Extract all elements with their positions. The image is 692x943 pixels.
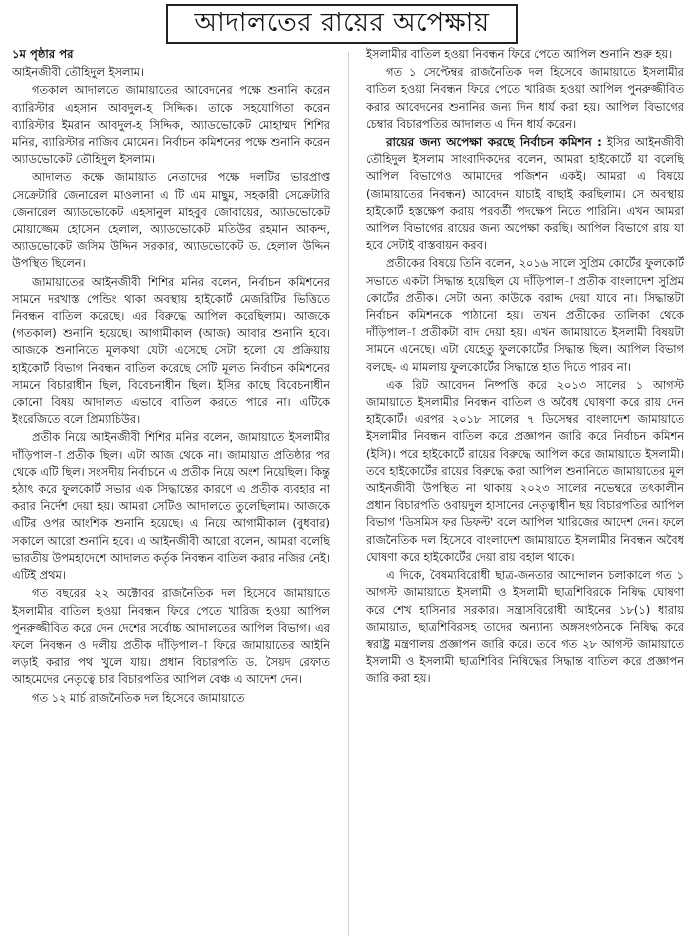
article-paragraph: গত বছরের ২২ অক্টোবর রাজনৈতিক দল হিসেবে জামায়াতে ইসলামীর বাতিল হওয়া নিবন্ধন ফিরে পেতে খারিজ হওয়া আপিল পুনরুজ্জীবিত করে দেন দেশের সর্বোচ্চ আদালতের আপিল বিভাগ। এর ফলে নিবন্ধন ও দলীয় প্রতীক দাঁড়িপাল-া ফিরে জামায়াতের আইনি লড়াই করার পথ খুলে যায়। প্রধান বিচারপতি ড. সৈয়দ রেফাত আহমেদের নেতৃত্বে চার বিচারপতির আপিল বেঞ্চ এ আদেশ দেন। xyxy=(12,586,330,687)
article-paragraph xyxy=(12,46,330,63)
article-paragraph: ইসলামীর বাতিল হওয়া নিবন্ধন ফিরে পেতে আপিল শুনানি শুরু হয়। xyxy=(366,47,673,61)
section-subhead: রায়ের জন্য অপেক্ষা করছে নির্বাচন কমিশন : xyxy=(386,135,602,150)
article-paragraph: এক রিট আবেদন নিষ্পত্তি করে ২০১৩ সালের ১ আগস্ট জামায়াতে ইসলামীর নিবন্ধন বাতিল ও অবৈধ ঘোষণা করে রায় দেন হাইকোর্ট। এরপর ২০১৮ সালের ৭ ডিসেম্বর বাংলাদেশ জামায়াতে ইসলামীর নিবন্ধন বাতিল করে প্রজ্ঞাপন জারি করে নির্বাচন কমিশন (ইসি)। পরে হাইকোর্টে রায়ের বিরুদ্ধে আপিল করে জামায়াতে ইসলামী। তবে হাইকোর্টের রায়ের বিরুদ্ধে করা আপিল শুনানিতে জামায়াতের মূল আইনজীবী উপস্থিত না থাকায় ২০২৩ সালের নভেম্বরে তৎকালীন প্রধান বিচারপতি ওবায়দুল হাসানের নেতৃত্বাধীন ছয় বিচারপতির আপিল বিভাগ 'ডিসমিস ফর ডিফল্ট' বলে আপিল খারিজের আদেশ দেন। ফলে রাজনৈতিক দল হিসেবে বাংলাদেশ জামায়াতে ইসলামীর নিবন্ধন অবৈধ ঘোষণা করে হাইকোর্টের দেয়া রায় বহাল থাকে। xyxy=(366,377,684,564)
article-paragraph xyxy=(366,134,684,254)
subhead-paragraph-text: ইসির আইনজীবী তৌহিদুল ইসলাম সাংবাদিকদের বলেন, আমরা হাইকোর্টে যা বলেছি আপিল বিভাগেও আমাদের পজিশন একই। আমরা এ বিষয়ে (জামায়াতের নিবন্ধন) আবেদন যাচাই বাছাই করছিলাম। সে অবস্থায় হাইকোর্ট হস্তক্ষেপ করায় পরবর্তী পদক্ষেপ নিতে পারিনি। এখন আমরা আপিল বিভাগের রায়ের জন্য অপেক্ষা করছি। আপিল বিভাগে রায় যা হবে সেটাই বাস্তবায়ন করব। xyxy=(366,135,684,253)
continuation-label: ১ম পৃষ্ঠার পর xyxy=(12,47,74,61)
headline-box xyxy=(166,4,518,44)
right-column xyxy=(366,46,684,939)
article-paragraph: আদালত কক্ষে জামায়াত নেতাদের পক্ষে দলটির ভারপ্রাপ্ত সেক্রেটারি জেনারেল মাওলানা এ টি এম মাছুম, সহকারী সেক্রেটারি জেনারেল অ্যাডভোকেট এহসানুল মাহবুব জোবায়ের, অ্যাডভোকেট মোয়াজ্জেম হোসেন হেলাল, অ্যাডভোকেট মতিউর রহমান আকন্দ, অ্যাডভোকেট জসিম উদ্দিন সরকার, অ্যাডভোকেট ড. হেলাল উদ্দিন উপস্থিত ছিলেন। xyxy=(12,170,330,271)
article-paragraph: প্রতীকের বিষয়ে তিনি বলেন, ২০১৬ সালে সুপ্রিম কোর্টের ফুলকোর্ট সভাতে একটা সিদ্ধান্ত হয়েছিল যে দাঁড়িপাল-া প্রতীক বাংলাদেশ সুপ্রিম কোর্টের প্রতীক। সেটা অন্য কাউকে বরাদ্দ দেয়া যাবে না। সিদ্ধান্তটা নির্বাচন কমিশনকে পাঠানো হয়। তখন প্রতীকের তালিকা থেকে দাঁড়িপাল-া প্রতীকটা বাদ দেয়া হয়। এখন জামায়াতে ইসলামী বিষয়টা সামনে এনেছে। এটা যেহেতু ফুলকোর্টের সিদ্ধান্ত ছিল। আপিল বিভাগ বলছে- এ মামলায় ফুলকোর্টের সিদ্ধান্তে হাত দিতে পারব না। xyxy=(366,256,684,374)
article-paragraph: প্রতীক নিয়ে আইনজীবী শিশির মনির বলেন, জামায়াতে ইসলামীর দাঁড়িপাল-া প্রতীক ছিল। এটা আজ থেকে না। জামায়াত প্রতিষ্ঠার পর থেকে এটি ছিল। সংসদীয় নির্বাচনে এ প্রতীক নিয়ে অংশ নিয়েছিল। কিন্তু হঠাৎ করে ফুলকোর্ট সভার এক সিদ্ধান্তের কারণে এ প্রতীক ব্যবহার না করার নির্দেশ দেয়া হয়। আমরা সেটিও আদালতে তুলেছিলাম। আজকে এটির ওপর আংশিক শুনানি হয়েছে। এ নিয়ে আগামীকাল (বুধবার) সকালে আরো শুনানি হবে। এ আইনজীবী আরো বলেন, আমরা বলেছি ভারতীয় উপমহাদেশে আদালত কর্তৃক নিবন্ধন বাতিল করার নজির নেই। এটিই প্রথম। xyxy=(12,430,330,583)
article-paragraph: এ দিকে, বৈষম্যবিরোধী ছাত্র-জনতার আন্দোলন চলাকালে গত ১ আগস্ট জামায়াতে ইসলামী ও ইসলামী ছাত্রশিবিরকে নিষিদ্ধ ঘোষণা করে শেখ হাসিনার সরকার। সন্ত্রাসবিরোধী আইনের ১৮(১) ধারায় জামায়াত, ছাত্রশিবিরসহ তাদের অন্যান্য অঙ্গসংগঠনকে নিষিদ্ধ করে স্বরাষ্ট্র মন্ত্রণালয় প্রজ্ঞাপন জারি করে। তবে গত ২৮ আগস্ট জামায়াতে ইসলামী ও ইসলামী ছাত্রশিবির নিষিদ্ধের সিদ্ধান্ত বাতিল করে প্রজ্ঞাপন জারি করা হয়। xyxy=(366,568,684,686)
column-divider xyxy=(348,52,349,936)
article-paragraph: গত ১২ মার্চ রাজনৈতিক দল হিসেবে জামায়াতে xyxy=(32,690,245,705)
article-paragraph: আইনজীবী তৌহিদুল ইসলাম। xyxy=(12,65,145,80)
article-paragraph: জামায়াতের আইনজীবী শিশির মনির বলেন, নির্বাচন কমিশনের সামনে দরখাস্ত পেন্ডিং থাকা অবস্থায় হাইকোর্ট মেজরিটির ভিত্তিতে নিবন্ধন বাতিল করেছে। এর বিরুদ্ধে আপিল করেছিলাম। আজকে (গতকাল) শুনানি হয়েছে। আগামীকাল (আজ) আবার শুনানি হবে। আজকে শুনানিতে মূলকথা যেটা এসেছে সেটা হলো যে প্রক্রিয়ায় হাইকোর্ট বিভাগ নিবন্ধন বাতিল করেছে সেটি মূলত নির্বাচন কমিশনের সামনে বিচারাধীন ছিল, বিবেচনাধীন ছিল। ইসির কাছে বিবেচনাধীন কোনো বিষয় আদালত এভাবে বাতিল করতে পারে না। এটিকে ইংরেজিতে বলে প্রিম্যাচিউর। xyxy=(12,274,330,427)
headline: আদালতের রায়ের অপেক্ষায় xyxy=(194,8,490,38)
left-column xyxy=(12,46,330,939)
article-paragraph: গত ১ সেপ্টেম্বর রাজনৈতিক দল হিসেবে জামায়াতে ইসলামীর বাতিল হওয়া নিবন্ধন ফিরে পেতে খারিজ হওয়া আপিল পুনরুজ্জীবিত করার আবেদনের শুনানির জন্য দিন ধার্য করা হয়। আপিল বিভাগের চেম্বার বিচারপতির আদালত এ দিন ধার্য করেন। xyxy=(366,65,684,131)
article-paragraph: গতকাল আদালতে জামায়াতের আবেদনের পক্ষে শুনানি করেন ব্যারিস্টার এহসান আবদুল-হ সিদ্দিক। তাকে সহযোগিতা করেন ব্যারিস্টার ইমরান আবদুল-হ সিদ্দিক, অ্যাডভোকেট মোহাম্মদ শিশির মনির, ব্যারিস্টার নাজিব মোমেন। নির্বাচন কমিশনের পক্ষে শুনানি করেন অ্যাডভোকেট তৌহিদুল ইসলাম। xyxy=(12,83,330,167)
